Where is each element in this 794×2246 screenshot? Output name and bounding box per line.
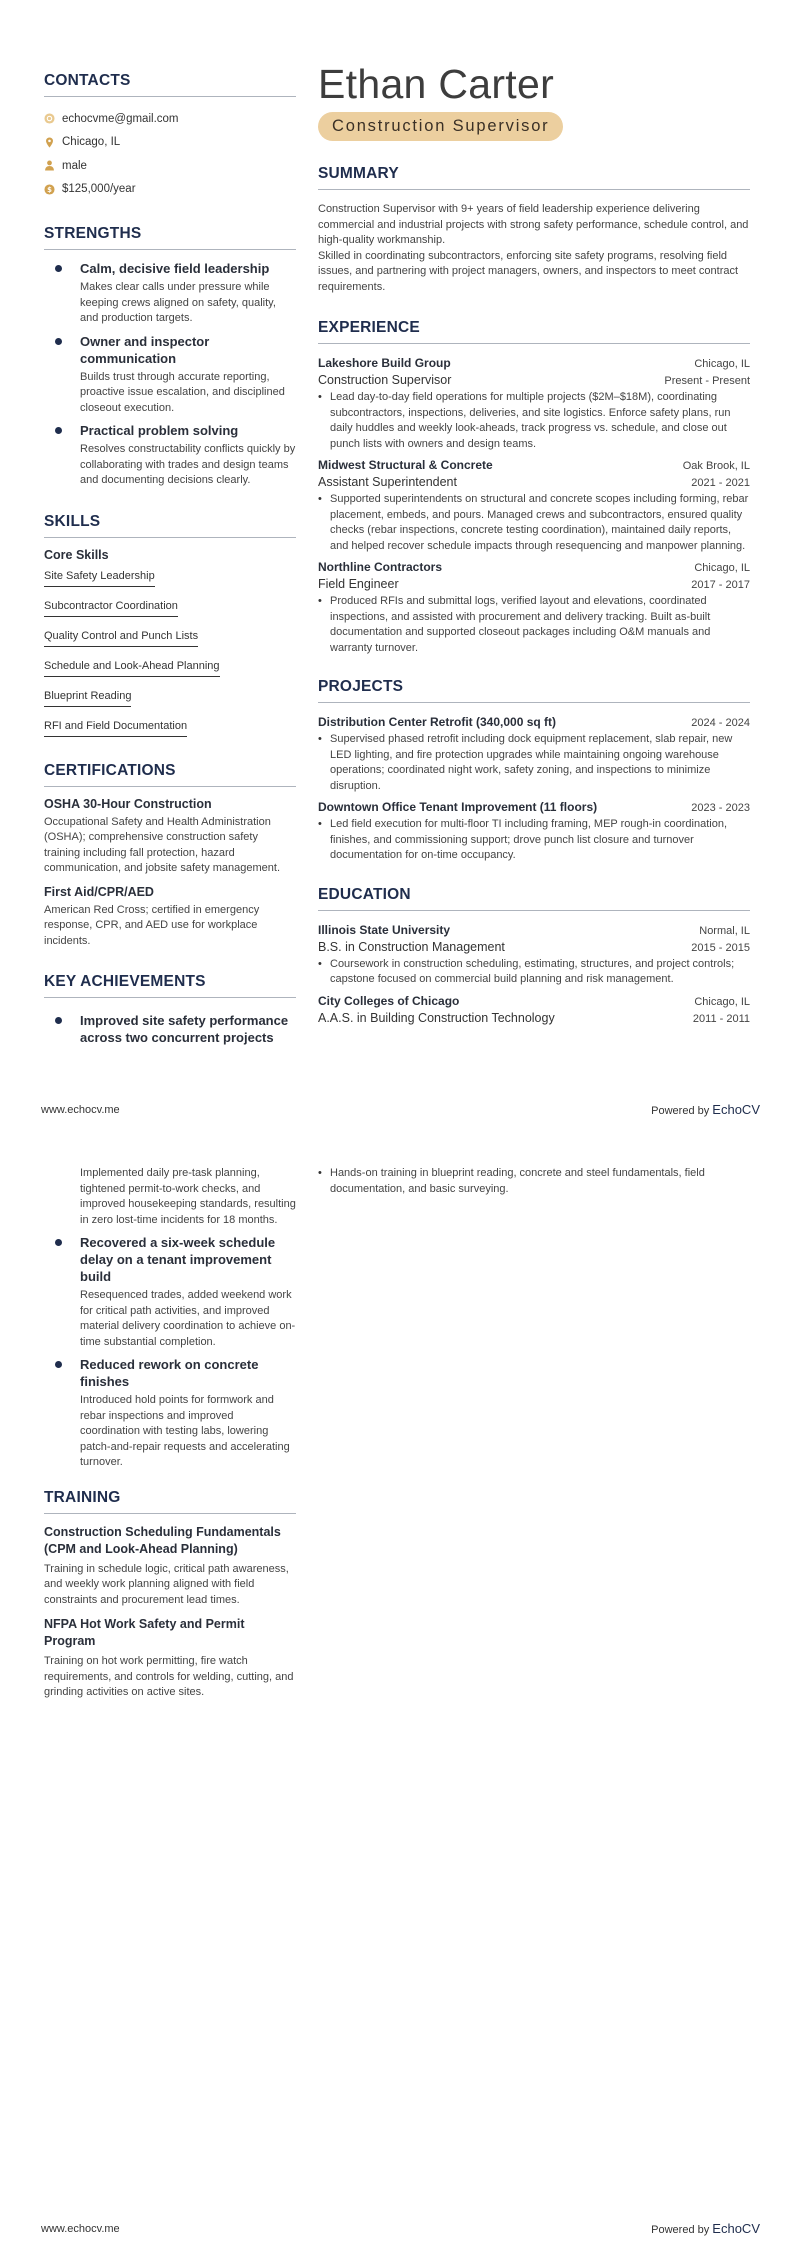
bullet-dot [55, 338, 62, 345]
section-divider [318, 189, 750, 190]
brand-logo[interactable]: EchoCV [712, 1102, 760, 1117]
core-skills-heading: Core Skills [44, 547, 109, 562]
training-list [44, 1524, 296, 1701]
achievement-title: Reduced rework on concrete finishes [80, 1357, 259, 1389]
employer-name: Midwest Structural & Concrete [318, 458, 493, 472]
skill-item: RFI and Field Documentation [44, 720, 187, 737]
project-dates: 2023 - 2023 [691, 802, 750, 814]
certifications-heading: CERTIFICATIONS [44, 761, 176, 779]
bullet-dot [55, 1239, 62, 1246]
contact-location [44, 131, 296, 155]
strength-title: Calm, decisive field leadership [80, 261, 270, 276]
project-name: Distribution Center Retrofit (340,000 sq ft) [318, 715, 557, 729]
summary-paragraph: Construction Supervisor with 9+ years of field leadership experience delivering commercial and industrial projects with strong safety performance, schedule control, and high-quality workmanship. [318, 203, 749, 246]
money-icon [44, 184, 55, 195]
left-column [44, 1166, 296, 1701]
experience-entry [318, 560, 750, 656]
school-name: City Colleges of Chicago [318, 993, 460, 1008]
strength-title: Owner and inspector communication [80, 333, 210, 366]
strength-desc: Builds trust through accurate reporting, proactive issue escalation, and disciplined closeout execution. [80, 370, 285, 414]
right-column [318, 1166, 750, 1197]
skill-item: Quality Control and Punch Lists [44, 630, 198, 647]
strength-item [44, 422, 296, 489]
achievement-item [44, 1234, 296, 1350]
bullet-dot [55, 427, 62, 434]
degree-dates: 2015 - 2015 [691, 941, 750, 954]
education-entry [318, 994, 750, 1025]
school-location: Chicago, IL [694, 995, 750, 1008]
email-icon [44, 113, 55, 124]
skills-heading: SKILLS [44, 512, 101, 530]
job-dates: Present - Present [664, 375, 750, 387]
svg-text:$: $ [47, 185, 52, 194]
footer-powered-by [651, 2221, 760, 2236]
section-divider [44, 96, 296, 97]
projects-heading: PROJECTS [318, 678, 404, 695]
strengths-heading: STRENGTHS [44, 225, 142, 242]
left-column [44, 72, 296, 1052]
degree-name: A.A.S. in Building Construction Technology [318, 1010, 555, 1025]
achievement-item [44, 1012, 296, 1046]
achievement-title: Recovered a six-week schedule delay on a tenant improvement build [80, 1235, 276, 1284]
job-role: Assistant Superintendent [318, 475, 457, 489]
project-name: Downtown Office Tenant Improvement (11 floors) [318, 800, 598, 814]
strength-title: Practical problem solving [80, 423, 239, 438]
contact-location-text: Chicago, IL [62, 136, 121, 149]
section-divider [44, 537, 296, 538]
section-divider [318, 702, 750, 703]
achievement-desc: Introduced hold points for formwork and rebar inspections and improved coordination with testing labs, lowering patch-and-repair requests and accelerating turnover. [80, 1394, 290, 1468]
skills-list [44, 566, 296, 746]
powered-by-label: Powered by [651, 2224, 710, 2236]
contact-email[interactable] [44, 107, 296, 131]
project-entry [318, 800, 750, 864]
project-bullet: • Led field execution for multi-floor TI including framing, MEP rough-in coordination, finishes, and commissioning support; drove punch list closure and turnover documentation for on-time occupancy. [318, 817, 750, 864]
certification-title: OSHA 30-Hour Construction [44, 796, 212, 811]
school-name: Illinois State University [318, 922, 451, 937]
training-title: Construction Scheduling Fundamentals (CPM and Look-Ahead Planning) [44, 1524, 281, 1556]
contact-gender-text: male [62, 159, 87, 172]
footer-powered-by [651, 1102, 760, 1117]
project-dates: 2024 - 2024 [691, 717, 750, 729]
school-location: Normal, IL [699, 924, 750, 937]
summary-paragraph: Skilled in coordinating subcontractors, enforcing site safety programs, resolving field issues, and partnering with project managers, owners, and inspectors to meet contract requirements. [318, 249, 739, 293]
strengths-list [44, 260, 296, 489]
employer-location: Oak Brook, IL [682, 460, 750, 472]
strength-item [44, 333, 296, 417]
section-divider [44, 249, 296, 250]
contact-salary-text: $125,000/year [62, 183, 136, 196]
experience-entry [318, 356, 750, 452]
job-dates: 2017 - 2017 [691, 579, 750, 591]
job-role: Construction Supervisor [318, 373, 452, 387]
job-title-badge: Construction Supervisor [318, 112, 563, 141]
employer-location: Chicago, IL [694, 562, 750, 574]
skill-item: Subcontractor Coordination [44, 600, 178, 617]
experience-entry [318, 458, 750, 554]
achievement-desc: Resequenced trades, added weekend work for critical path activities, and improved material delivery coordination to achieve on-time substantial completion. [80, 1289, 296, 1348]
job-bullet: • Supported superintendents on structural and concrete scopes including forming, rebar placement, embeds, and pours. Managed crews and subcontractors, ensured quality checks (rebar inspections, concrete testing coordination), maintained daily reports, and helped recover schedule impacts through resequencing and manpower planning. [318, 492, 750, 554]
achievement-title: Improved site safety performance across two concurrent projects [80, 1013, 289, 1045]
location-pin-icon [44, 137, 55, 148]
achievements-heading: KEY ACHIEVEMENTS [44, 973, 206, 990]
experience-heading: EXPERIENCE [318, 319, 420, 336]
employer-name: Northline Contractors [318, 560, 443, 574]
footer-website[interactable]: www.echocv.me [41, 1104, 120, 1116]
powered-by-label: Powered by [651, 1105, 710, 1117]
skill-item: Blueprint Reading [44, 690, 131, 707]
achievement-desc: Implemented daily pre-task planning, tightened permit-to-work checks, and improved housekeeping standards, resulting in zero lost-time incidents for 18 months. [80, 1167, 296, 1226]
contacts-heading: CONTACTS [44, 72, 131, 89]
section-divider [44, 997, 296, 998]
job-bullet: • Lead day-to-day field operations for multiple projects ($2M–$18M), coordinating subcontractors, inspections, deliveries, and site logistics. Enforce safety plans, run daily huddles and weekly look-aheads, track progress vs. schedule, and close out punch lists with owners and design teams. [318, 390, 750, 452]
brand-logo[interactable]: EchoCV [712, 2221, 760, 2236]
section-divider [44, 1513, 296, 1514]
achievement-item [44, 1166, 296, 1228]
candidate-name: Ethan Carter [318, 61, 555, 107]
skill-item: Site Safety Leadership [44, 570, 155, 587]
certification-title: First Aid/CPR/AED [44, 884, 154, 899]
education-heading: EDUCATION [318, 885, 411, 903]
contact-salary [44, 178, 296, 202]
training-desc: Training on hot work permitting, fire watch requirements, and controls for welding, cutting, and grinding activities on active sites. [44, 1655, 294, 1698]
achievement-item [44, 1356, 296, 1471]
strength-item [44, 260, 296, 327]
degree-dates: 2011 - 2011 [692, 1012, 750, 1025]
project-bullet: • Supervised phased retrofit including dock equipment replacement, slab repair, new LED lighting, and fire protection upgrades while maintaining ongoing warehouse operations; coordinated night work, safety zoning, and inspections to minimize disruption. [318, 732, 750, 794]
degree-name: B.S. in Construction Management [318, 939, 505, 954]
contact-gender [44, 154, 296, 178]
person-icon [44, 160, 55, 171]
section-divider [44, 786, 296, 787]
certifications-list [44, 797, 296, 950]
contacts-list [44, 107, 296, 201]
resume-page-2 [0, 1123, 794, 2246]
employer-name: Lakeshore Build Group [318, 356, 451, 370]
training-title: NFPA Hot Work Safety and Permit Program [44, 1617, 245, 1648]
job-dates: 2021 - 2021 [691, 477, 750, 489]
bullet-dot [55, 265, 62, 272]
education-bullet: • Coursework in construction scheduling, estimating, structures, and project controls; capstone focused on commercial build planning and risk management. [318, 957, 750, 988]
section-divider [318, 910, 750, 911]
footer-website[interactable]: www.echocv.me [41, 2223, 120, 2235]
certification-desc: American Red Cross; certified in emergency response, CPR, and AED use for workplace incidents. [44, 903, 260, 947]
section-divider [318, 343, 750, 344]
strength-desc: Makes clear calls under pressure while keeping crews aligned on safety, quality, and production targets. [80, 281, 276, 324]
contact-email-text: echocvme@gmail.com [62, 112, 179, 125]
bullet-dot [55, 1361, 62, 1368]
education-entry [318, 923, 750, 988]
education-bullet: • Hands-on training in blueprint reading, concrete and steel fundamentals, field documentation, and basic surveying. [318, 1166, 750, 1197]
training-desc: Training in schedule logic, critical path awareness, and weekly work planning aligned with field constraints and procurement lead times. [44, 1562, 289, 1606]
strength-desc: Resolves constructability conflicts quickly by collaborating with trades and design teams and documenting decisions clearly. [80, 443, 296, 486]
skill-item: Schedule and Look-Ahead Planning [44, 660, 220, 677]
bullet-dot [55, 1017, 62, 1024]
job-role: Field Engineer [318, 577, 399, 591]
certification-desc: Occupational Safety and Health Administration (OSHA); comprehensive construction safety training including fall protection, hazard communication, and jobsite safety management. [44, 815, 281, 874]
job-bullet: • Produced RFIs and submittal logs, verified layout and elevations, coordinated inspections, and assisted with procurement and delivery tracking. Built as-built documentation and supported closeout packages including O&M manuals and warranty turnover. [318, 594, 750, 656]
training-heading: TRAINING [44, 1488, 121, 1506]
right-column [318, 62, 750, 1025]
summary-heading: SUMMARY [318, 165, 399, 182]
employer-location: Chicago, IL [694, 358, 750, 370]
project-entry [318, 715, 750, 794]
